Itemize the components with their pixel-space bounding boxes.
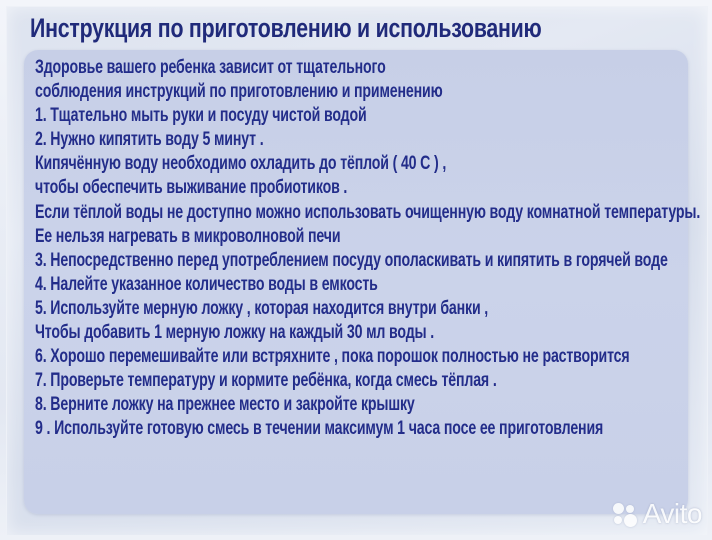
intro-line: соблюдения инструкций по приготовлению и применению [35, 81, 443, 103]
instruction-step: 6. Хорошо перемешивайте или встряхните , пока порошок полностью не растворится [35, 346, 630, 368]
instruction-step: 7. Проверьте температуру и кормите ребёнка, когда смесь тёплая . [35, 370, 497, 392]
instruction-step: 5. Используйте мерную ложку , которая находится внутри банки , [35, 297, 489, 319]
instruction-note: Чтобы добавить 1 мерную ложку на каждый 30 мл воды . [35, 322, 435, 344]
instruction-note: Если тёплой воды не доступно можно использовать очищенную воду комнатной температуры. [35, 201, 701, 223]
instruction-step: 3. Непосредственно перед употреблением посуду ополаскивать и кипятить в горячей воде [35, 249, 668, 271]
instruction-note: Ее нельзя нагревать в микроволновой печи [35, 225, 341, 247]
instruction-step: 4. Налейте указанное количество воды в емкость [35, 273, 378, 295]
avito-dots-icon [611, 501, 641, 527]
page-title: Инструкция по приготовлению и использованию [30, 13, 542, 43]
instructions-list [35, 56, 712, 442]
avito-watermark [611, 500, 702, 528]
instruction-note: Кипячённую воду необходимо охладить до тёплой ( 40 С ) , [35, 153, 447, 175]
instruction-step: 1. Тщательно мыть руки и посуду чистой водой [35, 105, 367, 127]
instruction-step: 8. Верните ложку на прежнее место и закройте крышку [35, 394, 415, 416]
avito-logo-text: Avito [642, 498, 702, 529]
instruction-step: 2. Нужно кипятить воду 5 минут . [35, 129, 264, 151]
intro-line: Здоровье вашего ребенка зависит от тщательного [35, 57, 386, 78]
instruction-step: 9 . Используйте готовую смесь в течении максимум 1 часа посе ее приготовления [35, 418, 604, 440]
instruction-note: чтобы обеспечить выживание пробиотиков . [35, 177, 348, 199]
